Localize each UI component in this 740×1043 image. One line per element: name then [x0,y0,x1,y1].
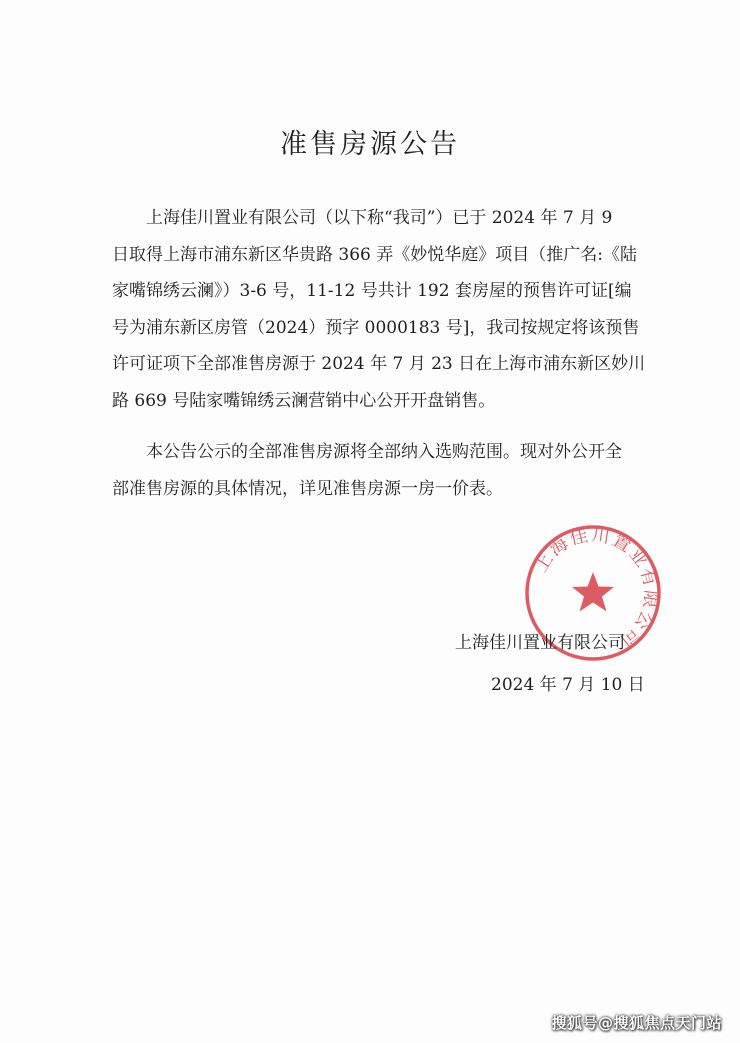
paragraph-line: 号为浦东新区房管（2024）预字 0000183 号]，我司按规定将该预售 [112,317,640,338]
paragraph-line: 许可证项下全部准售房源于 2024 年 7 月 23 日在上海市浦东新区妙川 [112,354,646,374]
company-signature: 上海佳川置业有限公司 [455,633,625,653]
document-date: 2024 年 7 月 10 日 [491,675,645,695]
paragraph-1 [112,200,646,419]
star-icon [572,572,614,612]
paragraph-line: 家嘴锦绣云澜》）3-6 号，11-12 号共计 192 套房屋的预售许可证[编 [112,281,632,301]
paragraph-line: 日取得上海市浦东新区华贵路 366 弄《妙悦华庭》项目（推广名:《陆 [112,244,637,265]
paragraph-line: 路 669 号陆家嘴锦绣云澜营销中心公开开盘销售。 [112,390,496,411]
paragraph-line: 部准售房源的具体情况，详见准售房源一房一价表。 [112,478,503,499]
seal-text: 上海佳川置业有限公司 [530,524,662,653]
source-watermark: 搜狐号@搜狐焦点天门站 [551,1014,722,1032]
paragraph-line: 上海佳川置业有限公司（以下称“我司”）已于 2024 年 7 月 9 [146,208,613,228]
paragraph-line: 本公告公示的全部准售房源将全部纳入选购范围。现对外公开全 [146,442,622,462]
paragraph-2 [112,434,636,507]
document-title: 准售房源公告 [280,129,460,160]
